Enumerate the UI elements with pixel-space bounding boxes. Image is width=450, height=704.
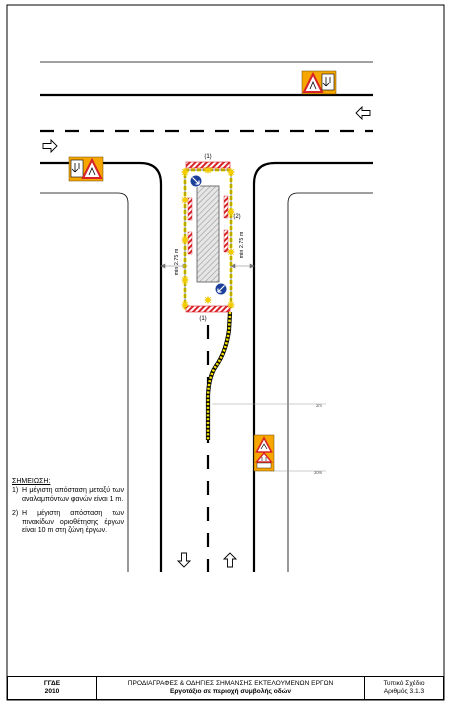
right-barrier-upper <box>224 196 228 218</box>
keep-right-sign-icon <box>190 175 202 187</box>
arrow-left-icon <box>356 107 370 119</box>
drawing-number: Αριθμός 3.1.3 <box>383 688 425 695</box>
flash-light-icon <box>204 166 212 174</box>
work-zone-hatched <box>197 186 219 282</box>
taper-line <box>208 312 230 440</box>
min-width-label-right: min 2.75 m <box>239 231 245 259</box>
flash-light-icon <box>204 296 212 304</box>
flash-light-icon <box>181 168 189 176</box>
flash-light-icon <box>227 248 235 256</box>
right-barrier-lower <box>224 230 228 252</box>
drawing-subtitle: Εργοτάξιο σε περιοχή συμβολής οδών <box>169 688 292 695</box>
flash-light-icon <box>227 301 235 309</box>
marker-bottom: (1) <box>199 316 207 322</box>
note-text: Η μέγιστη απόσταση μεταξύ των αναλαμπόντων φανών είναι 1 m. <box>22 487 124 503</box>
worksite <box>181 162 235 312</box>
notes-title: ΣΗΜΕΙΩΣΗ: <box>12 478 51 485</box>
flash-light-icon <box>181 236 189 244</box>
direction-sign-icon <box>71 160 83 177</box>
drawing-type: Τυπικό Σχέδιο <box>383 680 425 687</box>
note-item <box>12 510 124 535</box>
min-width-label-left: min 2.75 m <box>174 248 180 276</box>
sign-group-upper-right <box>302 71 336 94</box>
note-number: 1) <box>12 487 19 495</box>
org-year: 2010 <box>44 688 60 695</box>
sign-group-left <box>69 157 103 181</box>
title-block-title <box>97 677 365 699</box>
title-block-number <box>365 677 443 699</box>
note-item <box>12 487 124 504</box>
flash-light-icon <box>227 168 235 176</box>
note-number: 2) <box>12 510 19 518</box>
flash-light-icon <box>181 276 189 284</box>
flash-light-icon <box>181 196 189 204</box>
arrow-down-icon <box>178 553 190 567</box>
direction-sign-icon <box>322 74 334 90</box>
distance-label-lower: 30m <box>314 470 323 475</box>
marker-top: (1) <box>204 154 212 160</box>
sign-group-approach <box>254 435 274 471</box>
left-barrier-lower <box>188 232 192 254</box>
arrow-right-icon <box>43 140 57 152</box>
keep-right-sign-icon <box>215 283 227 295</box>
marker-side: (2) <box>233 214 241 220</box>
distance-label-upper: 2m <box>316 403 322 408</box>
left-barrier-upper <box>188 198 192 220</box>
bottom-barrier <box>186 306 230 312</box>
notes-section <box>12 478 124 541</box>
title-block <box>7 676 444 700</box>
drawing-title: ΠΡΟΔΙΑΓΡΑΦΕΣ & ΟΔΗΓΙΕΣ ΣΗΜΑΝΣΗΣ ΕΚΤΕΛΟΥΜΕΝΩΝ ΕΡΓΩΝ <box>127 680 334 687</box>
flash-light-icon <box>181 301 189 309</box>
note-text: Η μέγιστη απόσταση των πινακίδων οριοθέτησης έργων είναι 10 m στη ζώνη έργων. <box>22 510 124 535</box>
org-name: ΓΓΔΕ <box>43 680 61 687</box>
title-block-org <box>8 677 97 699</box>
arrow-up-icon <box>224 553 236 567</box>
